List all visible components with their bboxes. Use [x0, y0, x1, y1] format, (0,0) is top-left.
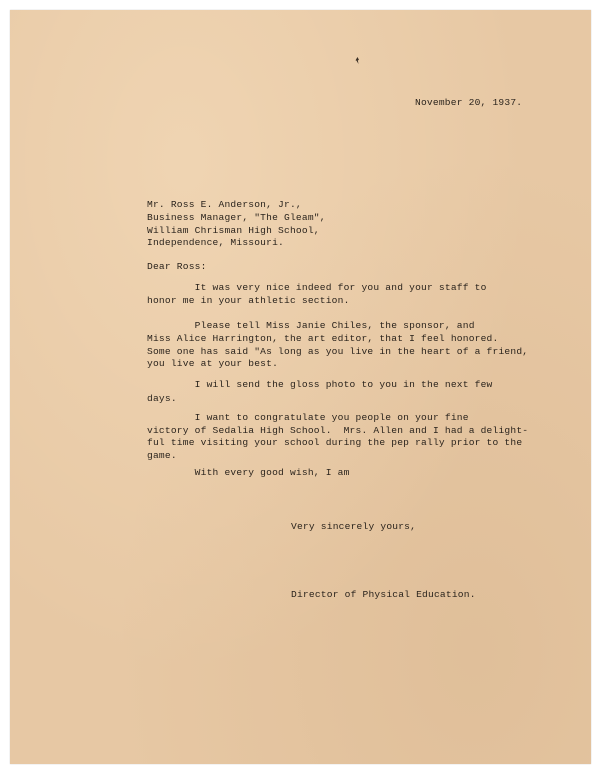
paragraph-5-line-1: With every good wish, I am: [147, 467, 350, 478]
paragraph-4-line-3: ful time visiting your school during the pep rally prior to the: [147, 437, 523, 448]
signature-title: Director of Physical Education.: [291, 589, 476, 600]
paragraph-2-line-4: you live at your best.: [147, 358, 279, 369]
paragraph-2-line-2: Miss Alice Harrington, the art editor, that I feel honored.: [147, 333, 499, 344]
paragraph-2-line-3: Some one has said "As long as you live in the heart of a friend,: [147, 346, 529, 357]
paragraph-1-line-2: honor me in your athletic section.: [147, 295, 350, 306]
salutation: Dear Ross:: [147, 261, 207, 272]
ink-mark-icon: [354, 57, 361, 64]
paragraph-1-line-1: It was very nice indeed for you and your staff to: [147, 282, 487, 293]
recipient-line-2: Business Manager, "The Gleam",: [147, 212, 326, 223]
paragraph-4-line-2: victory of Sedalia High School. Mrs. Allen and I had a delight-: [147, 425, 529, 436]
paragraph-4-line-4: game.: [147, 450, 177, 461]
paragraph-4-line-1: I want to congratulate you people on your fine: [147, 412, 469, 423]
paragraph-3-line-2: days.: [147, 393, 177, 404]
recipient-line-3: William Chrisman High School,: [147, 225, 320, 236]
paragraph-3-line-1: I will send the gloss photo to you in the next few: [147, 379, 493, 390]
paragraph-2-line-1: Please tell Miss Janie Chiles, the sponsor, and: [147, 320, 475, 331]
closing: Very sincerely yours,: [291, 521, 417, 532]
recipient-line-4: Independence, Missouri.: [147, 237, 285, 248]
recipient-line-1: Mr. Ross E. Anderson, Jr.,: [147, 199, 302, 210]
letter-date: November 20, 1937.: [415, 97, 523, 108]
